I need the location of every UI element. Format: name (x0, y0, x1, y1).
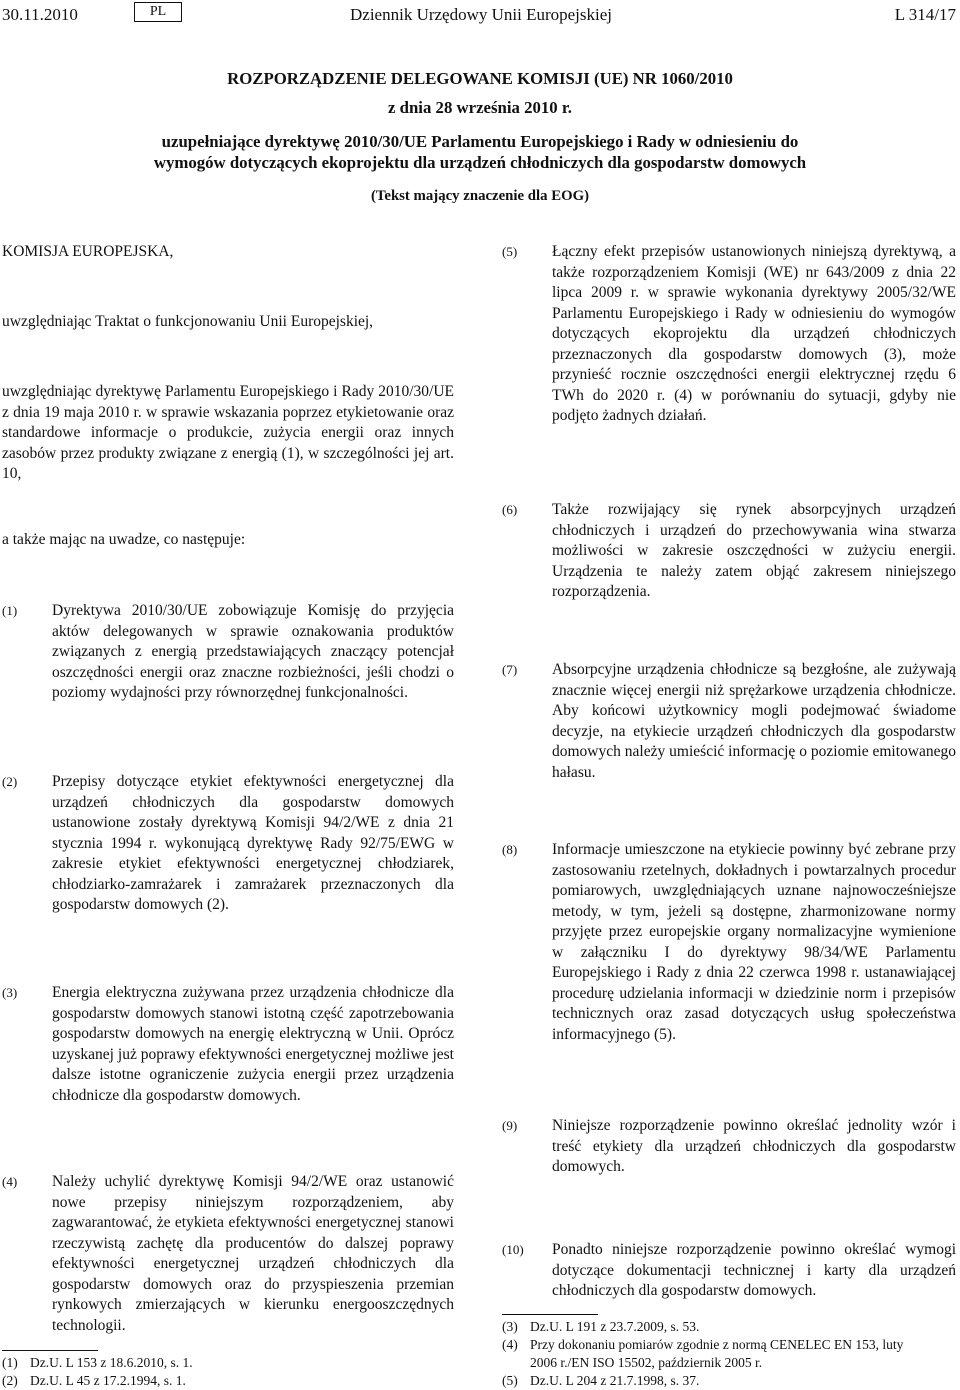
recital-text: Dyrektywa 2010/30/UE zobowiązuje Komisję do przyjęcia aktów delegowanych w sprawie oznakowania produktów związanych z energią przedstawiających znaczący potencjał oszczędności energii oraz znaczne rozbieżności, jeśli chodzi o poziomy wydajności przy równorzędnej funkcjonalności. (52, 602, 454, 701)
recital-text: Należy uchylić dyrektywę Komisji 94/2/WE oraz ustanowić nowe przepisy niniejszym rozporządzeniem, aby zagwarantować, że etykieta efektywności energetycznej stanowi rzeczywistą zachętę dla producentów do dalszej poprawy efektywności energetycznej urządzeń chłodniczych dla gospodarstw domowych oraz do przyspieszenia przemian rynkowych zmierzających w kierunku energooszczędnych technologii. (52, 1173, 454, 1334)
recital-number: (6) (502, 502, 518, 517)
recital-number: (1) (2, 603, 18, 618)
regulation-title: ROZPORZĄDZENIE DELEGOWANE KOMISJI (UE) NR 1060/2010 (227, 69, 733, 88)
footnote-mark: (4) (502, 1337, 518, 1352)
recital-text: Łączny efekt przepisów ustanowionych niniejszą dyrektywą, a także rozporządzeniem Komisji (WE) nr 643/2009 z dnia 22 lipca 2009 r. w sprawie wykonania dyrektywy 2005/32/WE Parlamentu Europejskiego i Rady w odniesieniu do wymogów dotyczących ekoprojektu dla urządzeń chłodniczych przeznaczonych dla gospodarstw domowych (3), może przynieść rocznie oszczędności energii elektrycznej rzędu 6 TWh do 2020 r. (4) w porównaniu do sytuacji, gdyby nie podjęto żadnych działań. (552, 243, 956, 424)
footnote-text: Dz.U. L 191 z 23.7.2009, s. 53. (530, 1319, 700, 1334)
language-code-box: PL (134, 2, 182, 22)
footnote-4 (502, 1336, 956, 1354)
recital-number: (9) (502, 1118, 518, 1133)
recital-text: Absorpcyjne urządzenia chłodnicze są bezgłośne, ale zużywają znacznie więcej energii niż sprężarkowe urządzenia chłodnicze. Aby końcowi użytkownicy mogli podejmować świadome decyzje, na etykiecie urządzeń chłodniczych dla gospodarstw domowych należy umieścić informację o poziomie emitowanego hałasu. (552, 661, 956, 781)
footnote-4-continuation (530, 1354, 956, 1372)
recital-number: (5) (502, 244, 518, 259)
treaty-citation: uwzględniając Traktat o funkcjonowaniu Unii Europejskiej, (2, 313, 374, 330)
footnote-mark: (1) (2, 1355, 18, 1370)
recital-text: Także rozwijający się rynek absorpcyjnych urządzeń chłodniczych i urządzeń do przechowywania wina stwarza możliwości w zakresie oszczędności w zużyciu energii. Urządzenia te należy zatem objąć zakresem niniejszego rozporządzenia. (552, 501, 956, 600)
recital-number: (3) (2, 985, 18, 1000)
footnote-1 (2, 1354, 452, 1372)
recital-text: Niniejsze rozporządzenie powinno określać jednolity wzór i treść etykiety dla urządzeń chłodniczych dla gospodarstw domowych. (552, 1117, 956, 1175)
footnote-2 (2, 1372, 452, 1390)
footnote-separator-left (2, 1350, 98, 1351)
footnote-5 (502, 1372, 956, 1390)
directive-citation: uwzględniając dyrektywę Parlamentu Europejskiego i Rady 2010/30/UE z dnia 19 maja 2010 r. w sprawie wskazania poprzez etykietowanie oraz standardowe informacje o produkcie, zużycia energii oraz innych zasobów przez produkty związane z energią (1), w szczególności jej art. 10, (2, 383, 454, 482)
recital-text: Ponadto niniejsze rozporządzenie powinno określać wymogi dotyczące dokumentacji technicznej i karty dla urządzeń chłodniczych dla gospodarstw domowych. (552, 1241, 956, 1299)
recital-number: (2) (2, 774, 18, 789)
recital-number: (7) (502, 662, 518, 677)
footnote-text: Dz.U. L 153 z 18.6.2010, s. 1. (30, 1355, 193, 1370)
eea-relevance: (Tekst mający znaczenie dla EOG) (370, 188, 590, 204)
regulation-subject-line1: uzupełniające dyrektywę 2010/30/UE Parlamentu Europejskiego i Rady w odniesieniu do (161, 132, 799, 151)
journal-name: Dziennik Urzędowy Unii Europejskiej (350, 5, 613, 24)
regulation-subject-line2: wymogów dotyczących ekoprojektu dla urządzeń chłodniczych dla gospodarstw domowych (153, 153, 807, 172)
recital-number: (4) (2, 1174, 18, 1189)
publication-date: 30.11.2010 (2, 5, 78, 24)
page-reference: L 314/17 (894, 5, 956, 24)
commission-heading: KOMISJA EUROPEJSKA, (2, 243, 174, 260)
recital-text: Przepisy dotyczące etykiet efektywności energetycznej dla urządzeń chłodniczych dla gospodarstw domowych ustanowione zostały dyrektywą Komisji 94/2/WE z dnia 21 stycznia 1994 r. wykonującą dyrektywę Rady 92/75/EWG w zakresie etykiet efektywności energetycznej chłodziarek, chłodziarko-zamrażarek i zamrażarek przeznaczonych dla gospodarstw domowych (2). (52, 773, 454, 913)
footnote-separator-right (502, 1314, 598, 1315)
footnote-3 (502, 1318, 956, 1336)
footnote-mark: (5) (502, 1373, 518, 1388)
footnote-text: Dz.U. L 204 z 21.7.1998, s. 37. (530, 1373, 700, 1388)
footnote-text: 2006 r./EN ISO 15502, październik 2005 r. (530, 1355, 763, 1370)
footnote-text: Dz.U. L 45 z 17.2.1994, s. 1. (30, 1373, 186, 1388)
recital-number: (10) (502, 1242, 524, 1257)
regulation-date: z dnia 28 września 2010 r. (388, 98, 572, 117)
footnote-mark: (2) (2, 1373, 18, 1388)
recital-text: Energia elektryczna zużywana przez urządzenia chłodnicze dla gospodarstw domowych stanowi istotną część zapotrzebowania gospodarstw domowych na energię elektryczną w Unii. Oprócz uzyskanej już poprawy efektywności energetycznej możliwe jest dalsze istotne ograniczenie zużycia energii przez urządzenia chłodnicze dla gospodarstw domowych. (52, 984, 454, 1104)
footnote-text: Przy dokonaniu pomiarów zgodnie z normą CENELEC EN 153, luty (530, 1337, 904, 1352)
recital-text: Informacje umieszczone na etykiecie powinny być zebrane przy zastosowaniu rzetelnych, dokładnych i powtarzalnych procedur pomiarowych, uwzględniających uznane najnowocześniejsze metody, w tym, jeżeli są dostępne, zharmonizowane normy przyjęte przez europejskie organy normalizacyjne wymienione w załączniku I do dyrektywy 98/34/WE Parlamentu Europejskiego i Rady z dnia 22 czerwca 1998 r. ustanawiającej procedurę udzielania informacji w dziedzinie norm i przepisów technicznych oraz zasad dotyczących usług społeczeństwa informacyjnego (5). (552, 841, 956, 1043)
whereas-intro: a także mając na uwadze, co następuje: (2, 531, 246, 548)
recital-number: (8) (502, 842, 518, 857)
footnote-mark: (3) (502, 1319, 518, 1334)
